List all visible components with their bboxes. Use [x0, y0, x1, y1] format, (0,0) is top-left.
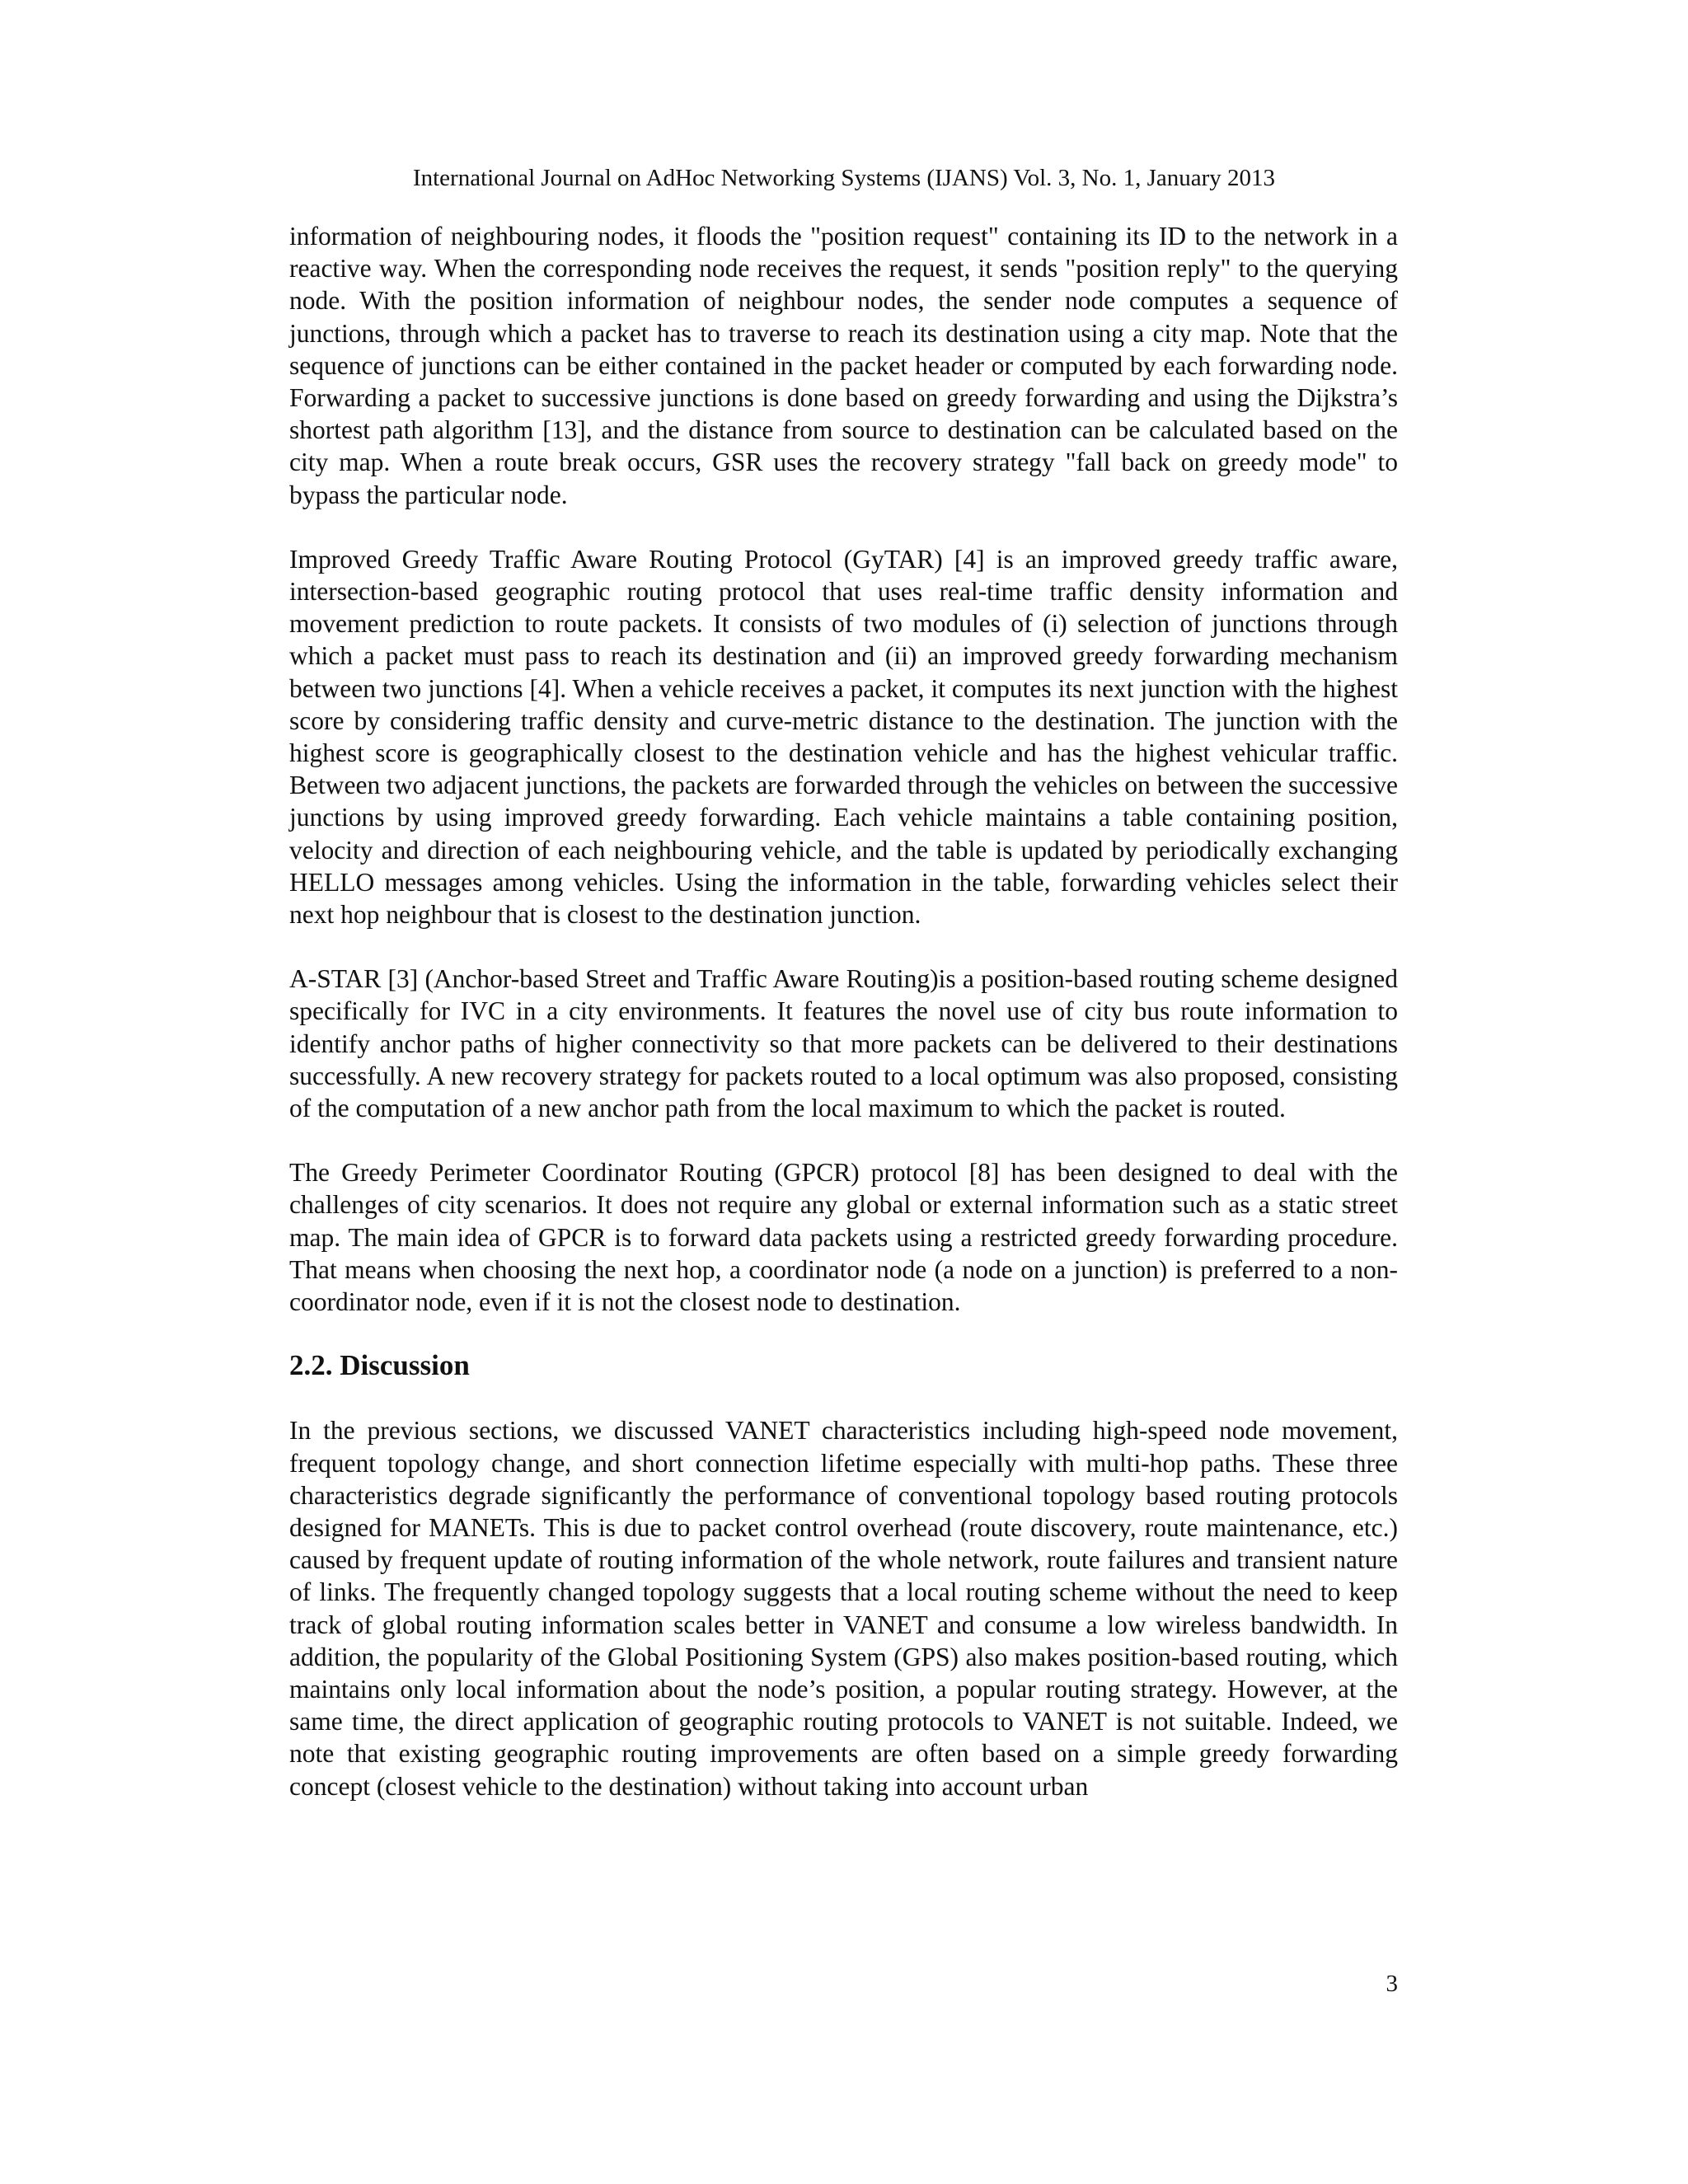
- paragraph-gsr-continued: information of neighbouring nodes, it floods the "position request" containing its ID to the network in a reactive way. When the corresponding node receives the request, it sends "position reply" to the querying node. With the position information of neighbour nodes, the sender node computes a sequence of junctions, through which a packet has to traverse to reach its destination using a city map. Note that the sequence of junctions can be either contained in the packet header or computed by each forwarding node. Forwarding a packet to successive junctions is done based on greedy forwarding and using the Dijkstra’s shortest path algorithm [13], and the distance from source to destination can be calculated based on the city map. When a route break occurs, GSR uses the recovery strategy "fall back on greedy mode" to bypass the particular node.: [289, 222, 1398, 509]
- body-text: [289, 220, 1398, 1802]
- paragraph-discussion: In the previous sections, we discussed VANET characteristics including high-speed node movement, frequent topology change, and short connection lifetime especially with multi-hop paths. These three characteristics degrade significantly the performance of conventional topology based routing protocols designed for MANETs. This is due to packet control overhead (route discovery, route maintenance, etc.) caused by frequent update of routing information of the whole network, route failures and transient nature of links. The frequently changed topology suggests that a local routing scheme without the need to keep track of global routing information scales better in VANET and consume a low wireless bandwidth. In addition, the popularity of the Global Positioning System (GPS) also makes position-based routing, which maintains only local information about the node’s position, a popular routing strategy. However, at the same time, the direct application of geographic routing protocols to VANET is not suitable. Indeed, we note that existing geographic routing improvements are often based on a simple greedy forwarding concept (closest vehicle to the destination) without taking into account urban: [289, 1416, 1398, 1801]
- page-number: 3: [1386, 1971, 1398, 1997]
- section-heading-discussion: 2.2. Discussion: [289, 1349, 470, 1382]
- paragraph-spacer: [289, 930, 1398, 963]
- paragraph-gpcr: The Greedy Perimeter Coordinator Routing (GPCR) protocol [8] has been designed to deal with the challenges of city scenarios. It does not require any global or external information such as a static street map. The main idea of GPCR is to forward data packets using a restricted greedy forwarding procedure. That means when choosing the next hop, a coordinator node (a node on a junction) is preferred to a non-coordinator node, even if it is not the closest node to destination.: [289, 1158, 1398, 1317]
- running-header: International Journal on AdHoc Networking Systems (IJANS) Vol. 3, No. 1, January 2013: [412, 165, 1276, 191]
- heading-spacer: [289, 1318, 1398, 1348]
- heading-spacer: [289, 1383, 1398, 1414]
- paragraph-spacer: [289, 1124, 1398, 1156]
- paragraph-gytar: Improved Greedy Traffic Aware Routing Protocol (GyTAR) [4] is an improved greedy traffic aware, intersection-based geographic routing protocol that uses real-time traffic density information and movement prediction to route packets. It consists of two modules of (i) selection of junctions through which a packet must pass to reach its destination and (ii) an improved greedy forwarding mechanism between two junctions [4]. When a vehicle receives a packet, it computes its next junction with the highest score by considering traffic density and curve-metric distance to the destination. The junction with the highest score is geographically closest to the destination vehicle and has the highest vehicular traffic. Between two adjacent junctions, the packets are forwarded through the vehicles on between the successive junctions by using improved greedy forwarding. Each vehicle maintains a table containing position, velocity and direction of each neighbouring vehicle, and the table is updated by periodically exchanging HELLO messages among vehicles. Using the information in the table, forwarding vehicles select their next hop neighbour that is closest to the destination junction.: [289, 544, 1398, 930]
- paragraph-spacer: [289, 511, 1398, 543]
- paragraph-astar: A-STAR [3] (Anchor-based Street and Traffic Aware Routing)is a position-based routing scheme designed specifically for IVC in a city environments. It features the novel use of city bus route information to identify anchor paths of higher connectivity so that more packets can be delivered to their destinations successfully. A new recovery strategy for packets routed to a local optimum was also proposed, consisting of the computation of a new anchor path from the local maximum to which the packet is routed.: [289, 964, 1398, 1123]
